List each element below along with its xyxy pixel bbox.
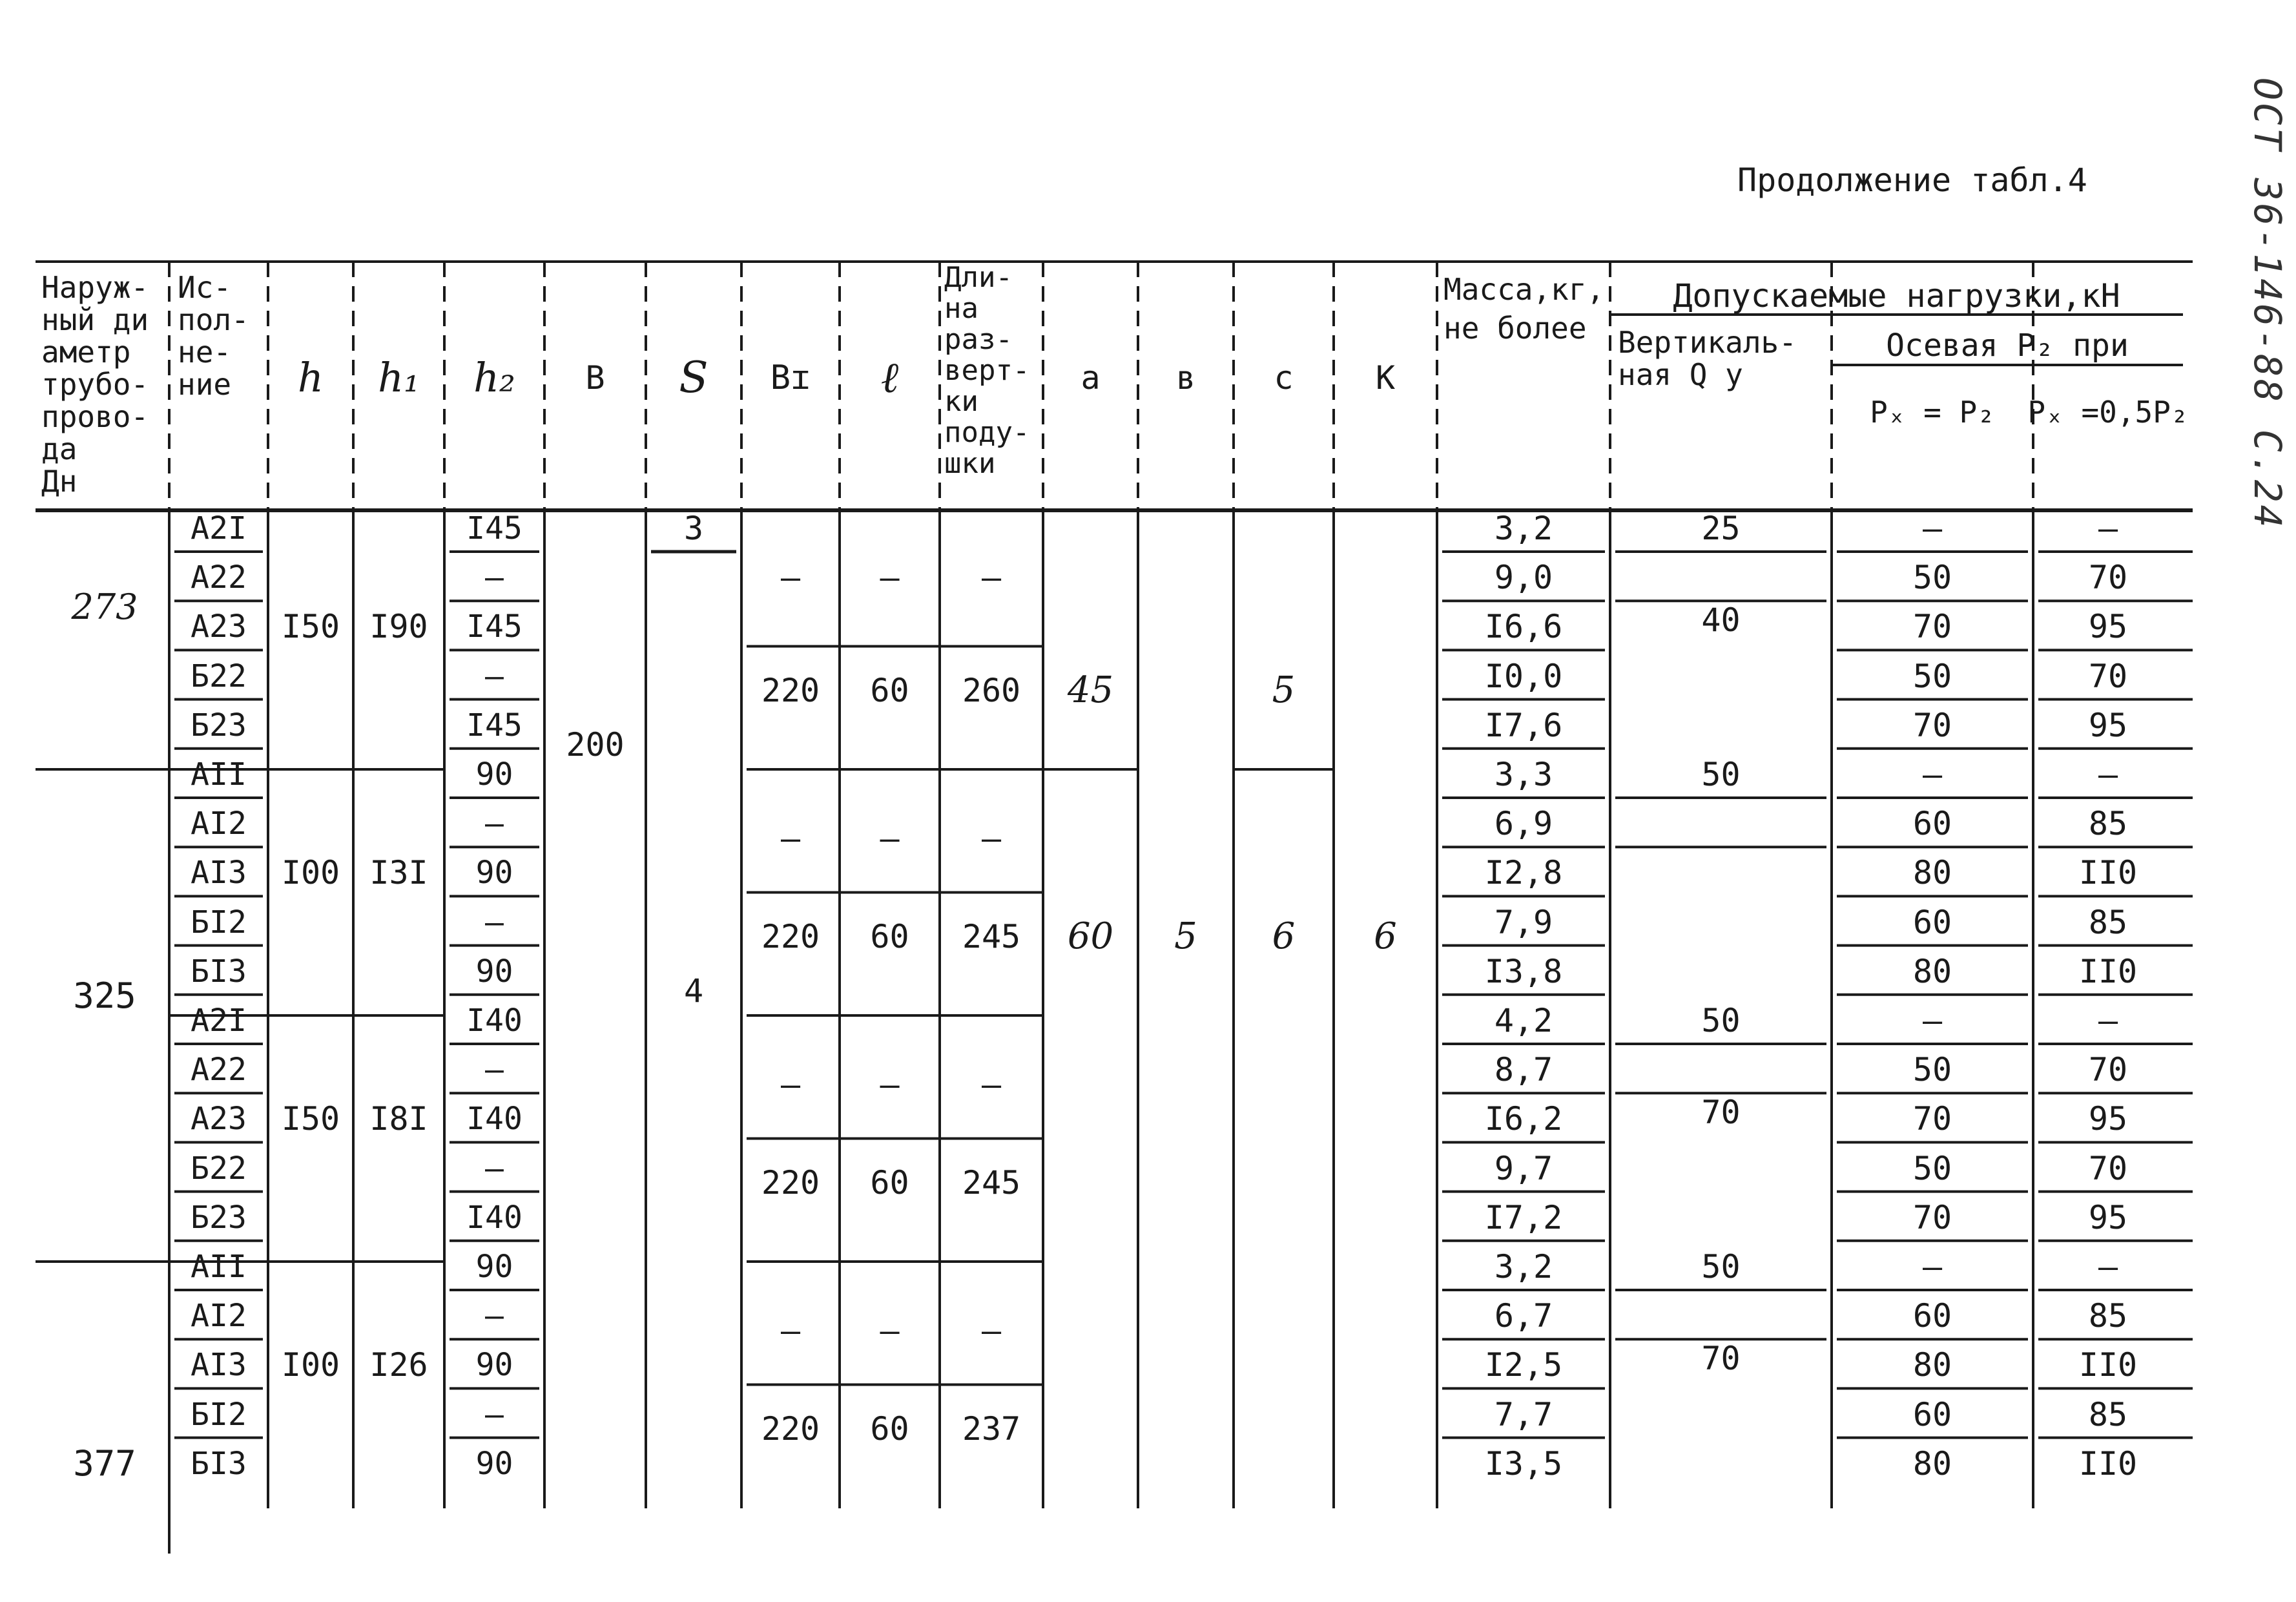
h1-value: I26 <box>369 1346 428 1384</box>
axial-px-equal-value: 60 <box>1912 805 1952 843</box>
pad-length-value: 245 <box>962 918 1021 956</box>
variant-value: Б23 <box>191 707 247 744</box>
mass-value: I7,6 <box>1484 706 1563 744</box>
header-v: в <box>1175 359 1196 397</box>
dash-value: – <box>880 1066 900 1104</box>
header-variant: не- <box>178 335 232 369</box>
axial-px-equal-value: 60 <box>1912 1297 1952 1335</box>
h2-value: – <box>485 1298 504 1335</box>
mass-value: 3,3 <box>1494 756 1553 793</box>
h2-value: – <box>485 1150 504 1187</box>
h2-value: 90 <box>475 1249 513 1285</box>
axial-px-equal-value: 70 <box>1912 1198 1952 1236</box>
l-value: 60 <box>870 672 909 710</box>
a-value: 60 <box>1067 915 1114 958</box>
variant-value: Б23 <box>191 1199 247 1236</box>
dash-value: – <box>780 1066 801 1104</box>
pad-length-value: 237 <box>962 1410 1021 1448</box>
vertical-load-value: 50 <box>1701 1002 1741 1039</box>
axial-px-half-value: II0 <box>2078 1444 2138 1482</box>
header-mass: не более <box>1443 311 1587 346</box>
header-variant: ние <box>178 367 232 402</box>
h-value: I50 <box>281 608 340 646</box>
c-value: 6 <box>1272 915 1296 958</box>
table-caption: Продолжение табл.4 <box>1737 161 2087 199</box>
B1-value: 220 <box>761 1164 820 1202</box>
dash-value: – <box>981 559 1002 597</box>
dash-value: – <box>880 559 900 597</box>
side-stamp-text: ОСТ 36-146-88 С.24 <box>2246 78 2290 530</box>
header-allowable-loads: Допускаемые нагрузки,кН <box>1673 277 2120 315</box>
axial-px-half-value: 70 <box>2088 559 2128 597</box>
variant-value: БI3 <box>191 1445 247 1482</box>
header-variant: пол- <box>178 302 249 337</box>
axial-px-half-value: 85 <box>2088 1297 2128 1335</box>
header-outer-diameter: Дн <box>41 464 78 499</box>
header-axial-load: Осевая P₂ при <box>1886 328 2129 364</box>
vertical-load-value: 25 <box>1701 510 1741 547</box>
S-value: 3 <box>683 510 704 547</box>
axial-px-half-value: II0 <box>2078 854 2138 892</box>
header-outer-diameter: да <box>41 432 78 466</box>
dash-value: – <box>780 1312 801 1350</box>
axial-px-equal-value: 80 <box>1912 1346 1952 1384</box>
header-pad-length: поду- <box>944 416 1030 449</box>
vertical-load-value: 50 <box>1701 1248 1741 1285</box>
v-value: 5 <box>1174 915 1197 958</box>
dash-value: – <box>981 820 1002 858</box>
mass-value: I0,0 <box>1484 657 1563 695</box>
variant-value: A22 <box>191 559 247 596</box>
header-vertical-load: ная Q у <box>1618 357 1743 392</box>
axial-px-equal-value: 70 <box>1912 1100 1952 1138</box>
axial-px-equal-value: 70 <box>1912 608 1952 646</box>
header-c: c <box>1274 359 1294 397</box>
h2-value: – <box>485 1396 504 1433</box>
mass-value: I6,2 <box>1484 1100 1563 1138</box>
mass-value: 6,9 <box>1494 805 1553 843</box>
dash-value: – <box>880 820 900 858</box>
header-mass: Масса,кг, <box>1443 272 1605 307</box>
axial-px-equal-value: 50 <box>1912 657 1952 695</box>
axial-px-half-value: 85 <box>2088 1395 2128 1433</box>
header-S: S <box>679 353 708 402</box>
h2-value: 90 <box>475 1445 513 1482</box>
h2-value: I45 <box>466 510 522 546</box>
header-pad-length: Дли- <box>944 261 1013 294</box>
mass-value: 9,0 <box>1494 559 1553 597</box>
axial-px-half-value: 70 <box>2088 1149 2128 1187</box>
dash-value: – <box>780 820 801 858</box>
variant-value: AI3 <box>191 1347 247 1384</box>
header-outer-diameter: прово- <box>41 399 149 434</box>
outer-diameter-value: 325 <box>73 975 136 1016</box>
variant-value: БI3 <box>191 953 247 990</box>
dash-value: – <box>780 559 801 597</box>
h2-value: I45 <box>466 609 522 645</box>
mass-value: I3,5 <box>1484 1444 1563 1482</box>
h-value: I00 <box>281 1346 340 1384</box>
variant-value: Б22 <box>191 658 247 694</box>
pad-length-value: 245 <box>962 1164 1021 1202</box>
mass-value: 3,2 <box>1494 510 1553 547</box>
axial-px-equal-value: 50 <box>1912 1149 1952 1187</box>
h1-value: I8I <box>369 1100 428 1138</box>
h2-value: – <box>485 559 504 596</box>
variant-value: A22 <box>191 1052 247 1088</box>
variant-value: A2I <box>191 1003 247 1039</box>
axial-px-equal-value: 50 <box>1912 1051 1952 1089</box>
mass-value: 6,7 <box>1494 1297 1553 1335</box>
mass-value: 4,2 <box>1494 1002 1553 1039</box>
header-h2: h₂ <box>473 354 515 401</box>
axial-px-equal-value: – <box>1922 1002 1943 1039</box>
mass-value: 7,9 <box>1494 903 1553 941</box>
h2-value: – <box>485 658 504 694</box>
mass-value: 7,7 <box>1494 1395 1553 1433</box>
K-value: 6 <box>1374 915 1397 958</box>
axial-px-half-value: II0 <box>2078 1346 2138 1384</box>
axial-px-half-value: – <box>2098 756 2118 793</box>
axial-px-equal-value: 60 <box>1912 903 1952 941</box>
header-pad-length: на <box>944 292 978 325</box>
axial-px-half-value: 85 <box>2088 903 2128 941</box>
vertical-load-value: 70 <box>1701 1340 1741 1378</box>
header-pad-length: ки <box>944 385 978 418</box>
mass-value: 3,2 <box>1494 1248 1553 1285</box>
header-h: h <box>298 354 324 401</box>
h2-value: I40 <box>466 1101 522 1138</box>
mass-value: 8,7 <box>1494 1051 1553 1089</box>
axial-px-half-value: 95 <box>2088 1198 2128 1236</box>
c-value: 5 <box>1272 669 1296 712</box>
h2-value: I40 <box>466 1199 522 1236</box>
variant-value: Б22 <box>191 1150 247 1187</box>
axial-px-equal-value: 50 <box>1912 559 1952 597</box>
h2-value: 90 <box>475 1347 513 1384</box>
header-outer-diameter: аметр <box>41 335 131 369</box>
axial-px-equal-value: – <box>1922 756 1943 793</box>
outer-diameter-value: 273 <box>71 586 138 627</box>
dash-value: – <box>981 1066 1002 1104</box>
header-vertical-load: Вертикаль- <box>1618 325 1797 360</box>
variant-value: БI2 <box>191 904 247 941</box>
variant-value: A2I <box>191 510 247 546</box>
axial-px-equal-value: – <box>1922 510 1943 547</box>
header-px-equal-pz: Pₓ = P₂ <box>1870 395 1995 430</box>
h2-value: I45 <box>466 707 522 744</box>
axial-px-half-value: 95 <box>2088 608 2128 646</box>
variant-value: AI2 <box>191 806 247 842</box>
h-value: I00 <box>281 854 340 892</box>
variant-value: A23 <box>191 1101 247 1138</box>
header-pad-length: раз- <box>944 323 1013 356</box>
h2-value: 90 <box>475 756 513 793</box>
vertical-load-value: 70 <box>1701 1094 1741 1132</box>
variant-value: AII <box>191 756 247 793</box>
axial-px-equal-value: 80 <box>1912 1444 1952 1482</box>
variant-value: AI2 <box>191 1298 247 1335</box>
B-value: 200 <box>566 726 625 764</box>
axial-px-half-value: 85 <box>2088 805 2128 843</box>
h1-value: I90 <box>369 608 428 646</box>
mass-value: I3,8 <box>1484 952 1563 990</box>
B1-value: 220 <box>761 918 820 956</box>
vertical-load-value: 40 <box>1701 601 1741 640</box>
B1-value: 220 <box>761 672 820 710</box>
axial-px-equal-value: – <box>1922 1248 1943 1285</box>
axial-px-half-value: 70 <box>2088 657 2128 695</box>
header-outer-diameter: ный ди <box>41 302 149 337</box>
dash-value: – <box>981 1312 1002 1350</box>
axial-px-half-value: 95 <box>2088 706 2128 744</box>
vertical-load-value: 50 <box>1701 756 1741 793</box>
axial-px-equal-value: 80 <box>1912 952 1952 990</box>
mass-value: I7,2 <box>1484 1198 1563 1236</box>
l-value: 60 <box>870 1410 909 1448</box>
a-value: 45 <box>1067 669 1114 712</box>
axial-px-half-value: 95 <box>2088 1100 2128 1138</box>
h2-value: I40 <box>466 1003 522 1039</box>
h2-value: – <box>485 904 504 941</box>
header-a: a <box>1081 359 1101 397</box>
h2-value: – <box>485 806 504 842</box>
dash-value: – <box>880 1312 900 1350</box>
axial-px-half-value: – <box>2098 510 2118 547</box>
mass-value: I2,5 <box>1484 1346 1563 1384</box>
axial-px-half-value: II0 <box>2078 952 2138 990</box>
h1-value: I3I <box>369 854 428 892</box>
axial-px-half-value: – <box>2098 1002 2118 1039</box>
axial-px-equal-value: 70 <box>1912 706 1952 744</box>
variant-value: A23 <box>191 609 247 645</box>
header-pad-length: шки <box>944 447 996 480</box>
outer-diameter-value: 377 <box>73 1442 136 1484</box>
h2-value: – <box>485 1052 504 1088</box>
header-B: B <box>585 359 605 397</box>
B1-value: 220 <box>761 1410 820 1448</box>
mass-value: I2,8 <box>1484 854 1563 892</box>
header-pad-length: верт- <box>944 354 1030 387</box>
variant-value: AII <box>191 1249 247 1285</box>
header-variant: Ис- <box>178 270 232 305</box>
mass-value: I6,6 <box>1484 608 1563 646</box>
header-outer-diameter: трубо- <box>41 367 149 402</box>
mass-value: 9,7 <box>1494 1149 1553 1187</box>
l-value: 60 <box>870 1164 909 1202</box>
h-value: I50 <box>281 1100 340 1138</box>
header-K: К <box>1375 359 1396 397</box>
variant-value: БI2 <box>191 1396 247 1433</box>
header-outer-diameter: Наруж- <box>41 270 149 305</box>
header-l: ℓ <box>880 353 899 402</box>
header-h1: h₁ <box>378 354 420 401</box>
S-value: 4 <box>683 972 704 1010</box>
l-value: 60 <box>870 918 909 956</box>
axial-px-equal-value: 60 <box>1912 1395 1952 1433</box>
variant-value: AI3 <box>191 855 247 891</box>
header-px-half-pz: Pₓ =0,5P₂ <box>2027 395 2189 430</box>
header-B1: Bɪ <box>770 359 811 397</box>
axial-px-equal-value: 80 <box>1912 854 1952 892</box>
pad-length-value: 260 <box>962 672 1021 710</box>
axial-px-half-value: – <box>2098 1248 2118 1285</box>
axial-px-half-value: 70 <box>2088 1051 2128 1089</box>
h2-value: 90 <box>475 953 513 990</box>
h2-value: 90 <box>475 855 513 891</box>
